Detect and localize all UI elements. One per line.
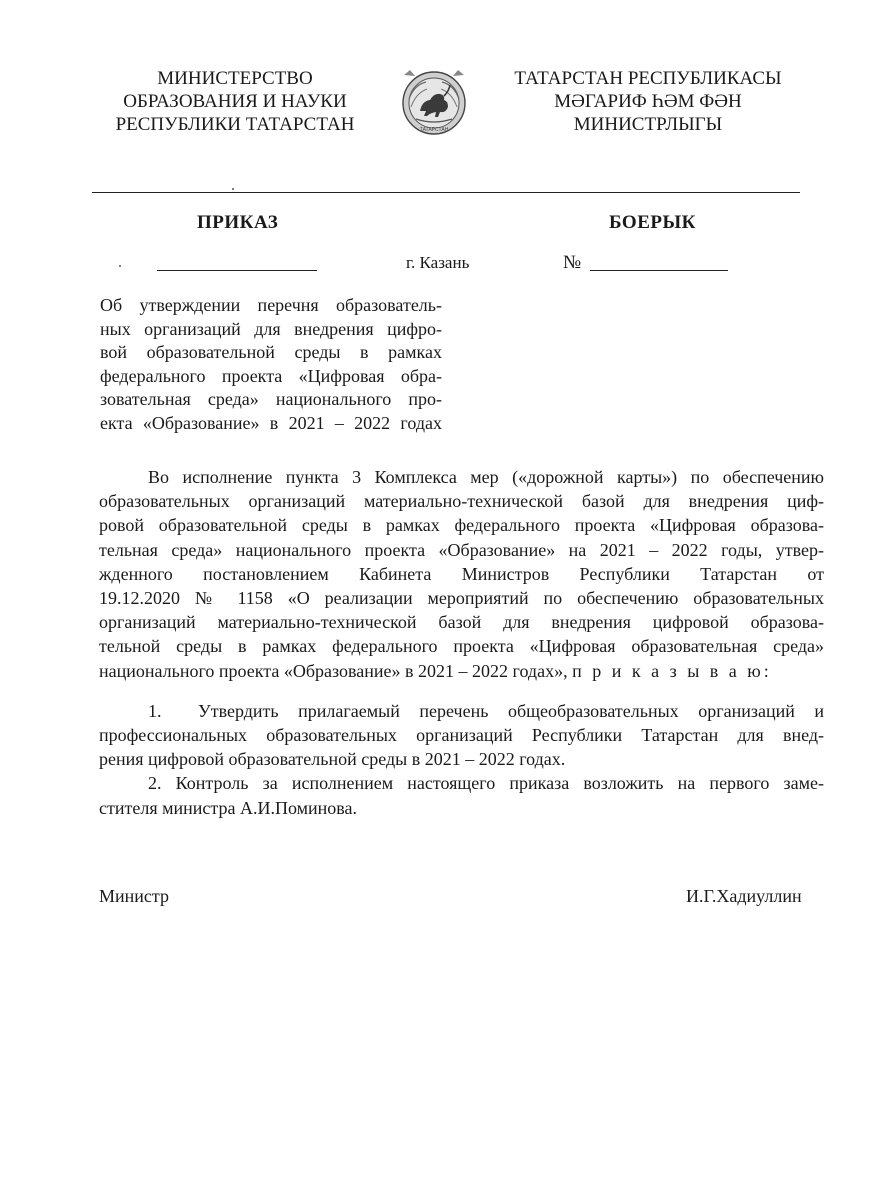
item-1-line xyxy=(99,699,824,723)
item-1-line: профессиональных образовательных организаций Республики Татарстан для внед- xyxy=(99,725,824,746)
order-word: п р и к а з ы в а ю: xyxy=(572,660,772,681)
preamble-line: организаций материально-технической базой для внедрения цифровой образова- xyxy=(99,612,824,633)
header-divider xyxy=(92,192,800,193)
subject-line: вой образовательной среды в рамках xyxy=(100,342,442,363)
preamble-last-line xyxy=(99,659,824,683)
preamble-line: образовательных организаций материально-технической базой для внедрения циф- xyxy=(99,491,824,512)
number-blank-line xyxy=(590,270,728,271)
ministry-name-russian xyxy=(100,67,370,136)
tatarstan-coat-of-arms-icon xyxy=(400,63,468,141)
order-body xyxy=(99,465,824,820)
ministry-name-ru-line: МИНИСТЕРСТВО xyxy=(157,68,313,89)
preamble-line: 19.12.2020 № 1158 «О реализации мероприятий по обеспечению образовательных xyxy=(99,588,824,609)
subject-line: ных организаций для внедрения цифро- xyxy=(100,318,442,339)
preamble-line: тельная среда» национального проекта «Образование» на 2021 – 2022 годы, утвер- xyxy=(99,539,824,560)
subject-line: Об утверждении перечня образователь- xyxy=(100,295,442,315)
item-2-last-line: стителя министра А.И.Поминова. xyxy=(99,797,358,818)
ministry-name-tt-line: ТАТАРСТАН РЕСПУБЛИКАСЫ xyxy=(514,68,782,89)
subject-line: федерального проекта «Цифровая обра- xyxy=(100,365,442,386)
scan-speck xyxy=(119,265,121,267)
emblem-caption: ТАТАРСТАН xyxy=(419,127,449,133)
ministry-name-ru-line: ОБРАЗОВАНИЯ И НАУКИ xyxy=(123,91,347,112)
date-blank-line xyxy=(157,270,317,271)
subject-line: зовательная среда» национального про- xyxy=(100,389,442,410)
item-2-line: 2. Контроль за исполнением настоящего приказа возложить на первого заме- xyxy=(148,773,824,794)
ministry-name-ru-line: РЕСПУБЛИКИ ТАТАРСТАН xyxy=(115,114,355,135)
preamble-line: тельной среды в рамках федерального проекта «Цифровая образовательная среда» xyxy=(99,636,824,657)
ministry-name-tatar xyxy=(498,67,798,136)
subject-line: екта «Образование» в 2021 – 2022 годах xyxy=(100,412,442,433)
item-1-last-line: рения цифровой образовательной среды в 2021 – 2022 годах. xyxy=(99,749,566,770)
item-1-number: 1. xyxy=(148,700,162,721)
document-type-tt: БОЕРЫК xyxy=(609,212,696,233)
ministry-name-tt-line: МИНИСТРЛЫГЫ xyxy=(573,114,723,135)
number-sign: № xyxy=(563,252,582,273)
preamble-line: Во исполнение пункта 3 Комплекса мер («дорожной карты») по обеспечению xyxy=(148,467,824,487)
preamble-last-text: национального проекта «Образование» в 2021 – 2022 годах», xyxy=(99,660,568,681)
paragraph-gap xyxy=(99,683,824,699)
item-1-text: Утвердить прилагаемый перечень общеобразовательных организаций и xyxy=(198,700,824,721)
signatory-name: И.Г.Хадиуллин xyxy=(686,886,802,906)
order-subject xyxy=(100,294,442,436)
scan-speck xyxy=(232,188,234,190)
city-label: г. Казань xyxy=(406,253,470,272)
ministry-name-tt-line: МӘГАРИФ ҺӘМ ФӘН xyxy=(554,91,742,112)
preamble-line: ровой образовательной среды в рамках федерального проекта «Цифровая образова- xyxy=(99,515,824,536)
signatory-role: Министр xyxy=(99,886,169,906)
preamble-line: жденного постановлением Кабинета Министров Республики Татарстан от xyxy=(99,563,824,584)
document-type-ru: ПРИКАЗ xyxy=(197,212,279,233)
